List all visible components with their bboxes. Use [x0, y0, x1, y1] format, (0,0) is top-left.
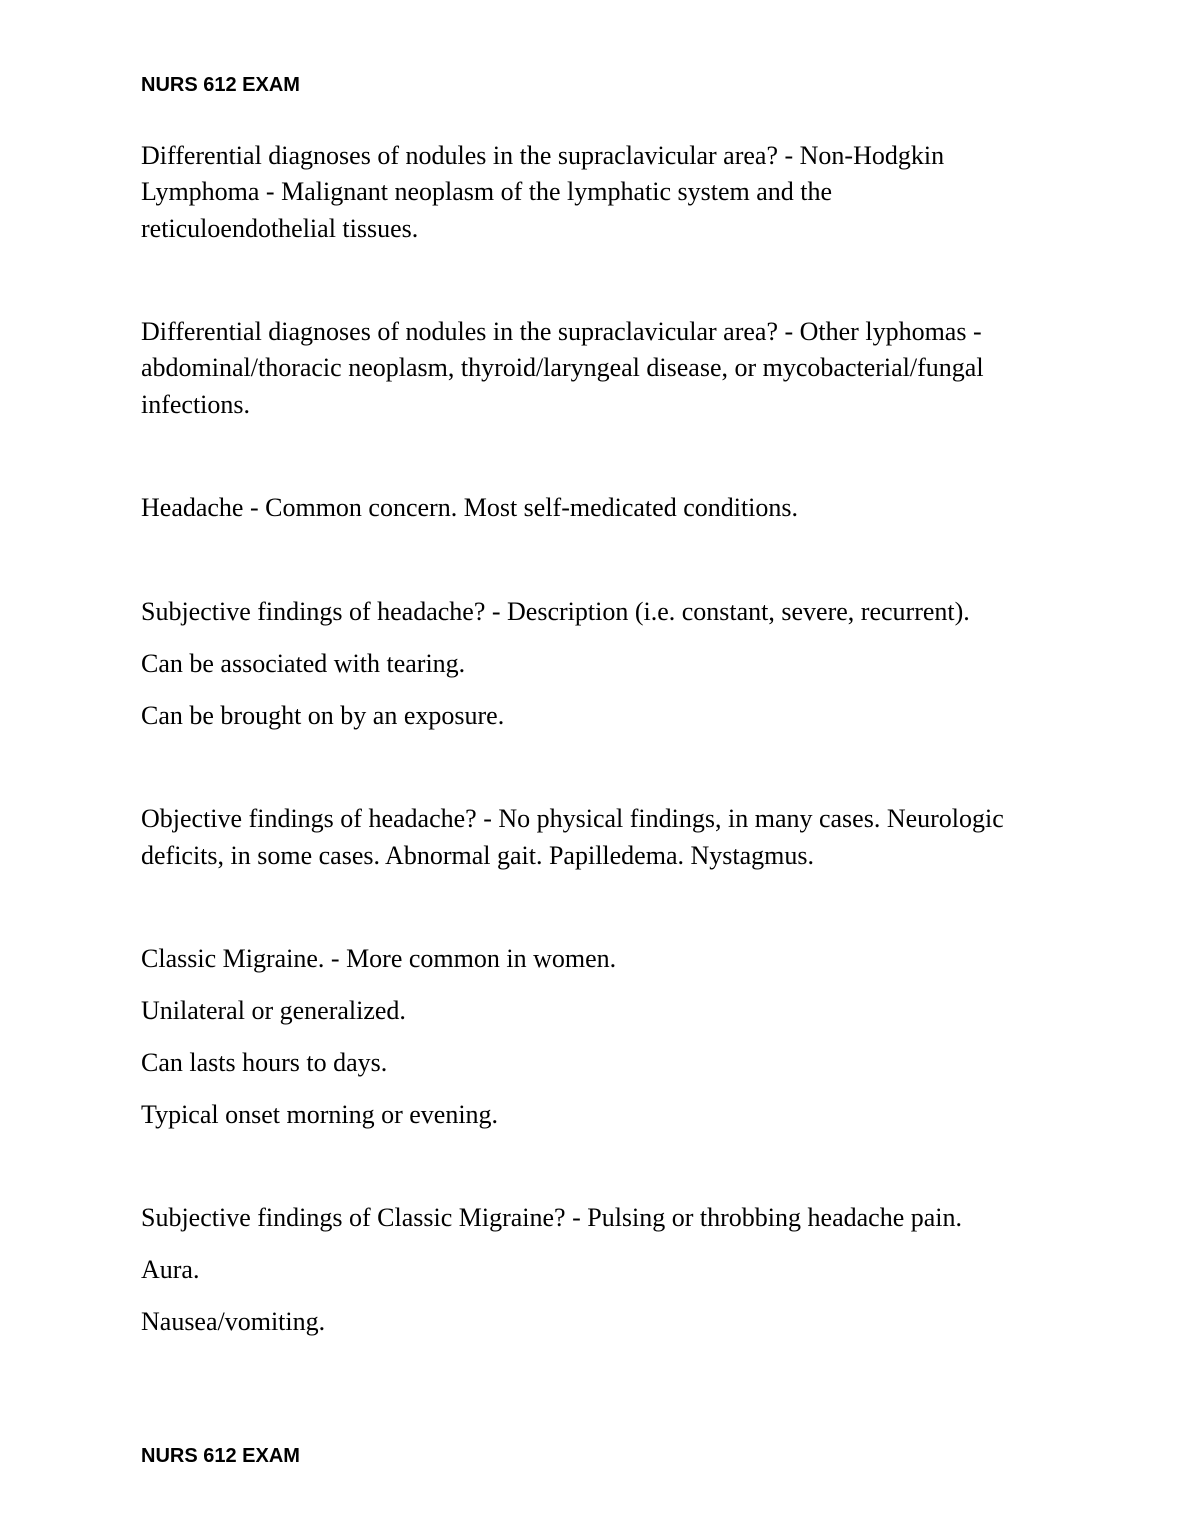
page-header: NURS 612 EXAM [141, 74, 300, 96]
text-line: Aura. [141, 1255, 200, 1284]
text-line: Objective findings of headache? - No physical findings, in many cases. Neurologic [141, 804, 1004, 833]
text-line: Can be associated with tearing. [141, 649, 466, 678]
text-line: Subjective findings of Classic Migraine? - Pulsing or throbbing headache pain. [141, 1203, 962, 1232]
text-line: Can be brought on by an exposure. [141, 701, 505, 730]
text-line: reticuloendothelial tissues. [141, 214, 419, 243]
text-line: Headache - Common concern. Most self-medicated conditions. [141, 493, 799, 522]
text-line: Differential diagnoses of nodules in the supraclavicular area? - Other lyphomas - [141, 317, 982, 346]
text-line: Differential diagnoses of nodules in the supraclavicular area? - Non-Hodgkin [141, 141, 945, 170]
text-line: Typical onset morning or evening. [141, 1100, 499, 1129]
text-line: infections. [141, 390, 251, 419]
text-line: abdominal/thoracic neoplasm, thyroid/laryngeal disease, or mycobacterial/fungal [141, 353, 984, 382]
text-line: Lymphoma - Malignant neoplasm of the lymphatic system and the [141, 177, 833, 206]
text-line: Classic Migraine. - More common in women. [141, 944, 617, 973]
text-line: Unilateral or generalized. [141, 996, 406, 1025]
text-line: Subjective findings of headache? - Description (i.e. constant, severe, recurrent). [141, 597, 970, 626]
text-line: Can lasts hours to days. [141, 1048, 388, 1077]
text-line: deficits, in some cases. Abnormal gait. Papilledema. Nystagmus. [141, 841, 814, 870]
page-footer: NURS 612 EXAM [141, 1445, 300, 1467]
text-line: Nausea/vomiting. [141, 1307, 326, 1336]
